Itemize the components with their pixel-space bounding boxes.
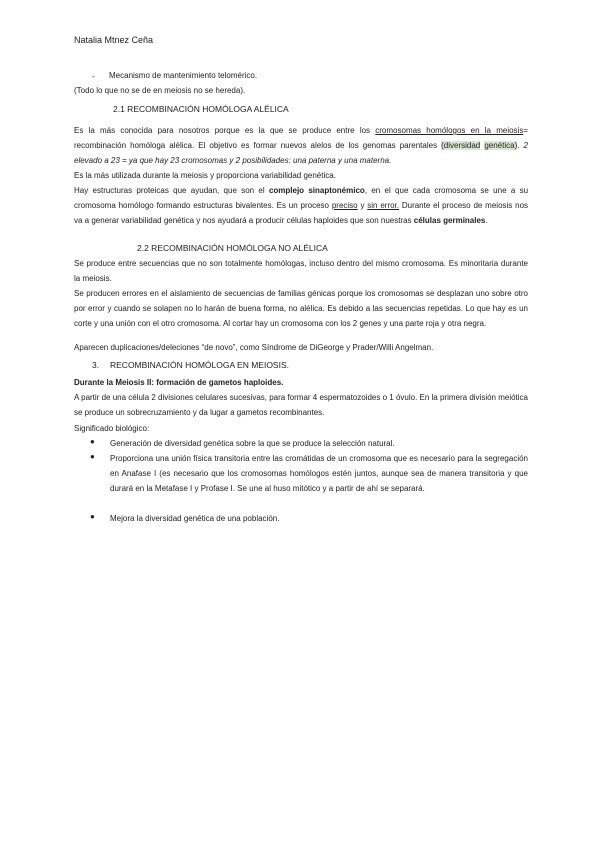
section-2-2-paragraph-1: Se produce entre secuencias que no son totalmente homólogas, incluso dentro del mismo cromosoma. Es minoritaria durante la meiosis. xyxy=(74,259,528,283)
author-name: Natalia Mtnez Ceña xyxy=(74,35,154,45)
intro-note: (Todo lo que no se de en meiosis no se hereda). xyxy=(74,86,246,95)
bullet-marker: ● xyxy=(90,512,95,521)
dash-item: Mecanismo de mantenimiento telomérico. xyxy=(109,71,258,80)
section-3-number: 3. xyxy=(92,360,100,370)
bullet-item-3: Mejora la diversidad genética de una población. xyxy=(110,514,280,523)
section-2-2-paragraph-3: Aparecen duplicaciones/deleciones “de novo”, como Síndrome de DiGeorge y Prader/Willi Angelman. xyxy=(74,343,434,352)
significance-label: Significado biológico: xyxy=(74,424,150,433)
section-2-1-paragraph-2: Es la más utilizada durante la meiosis y proporciona variabilidad genética. xyxy=(74,171,336,180)
section-3-title: RECOMBINACIÓN HOMÓLOGA EN MEIOSIS. xyxy=(110,360,289,370)
bullet-marker: ● xyxy=(90,437,95,446)
section-3-paragraph-1: A partir de una célula 2 divisiones celulares sucesivas, para formar 4 espermatozoides o 1 óvulo. En la primera división meiótica se produce un sobrecruzamiento y da lugar a gametos recombinantes. xyxy=(74,393,529,417)
dash-marker: - xyxy=(92,72,95,81)
bullet-marker: ● xyxy=(90,452,95,461)
section-2-1-paragraph-1: Es la más conocida para nosotros porque es la que se produce entre los cromosomas homólogos en la meiosis= recombinación homóloga alélica. El objetivo es formar nuevos alelos de los genomas parentales (diversidad genética). 2 elevado a 23 = ya que hay 23 cromosomas y 2 posibilidades: una paterna y una materna. xyxy=(74,126,528,165)
section-2-1-paragraph-3: Hay estructuras proteicas que ayudan, que son el complejo sinaptonémico, en el que cada cromosoma se une a su cromosoma homólogo formando estructuras bivalentes. Es un proceso preciso y sin error. Durante el proceso de meiosis nos va a generar variabilidad genética y nos ayudará a producir células haploides que son nuestras células germinales. xyxy=(74,186,529,225)
section-2-2-paragraph-2: Se producen errores en el aislamiento de secuencias de familias génicas porque los cromosomas se desplazan uno sobre otro por error y cuando se solapen no lo harán de buena forma, no alélica. Es debido a las secuencias repetidas. Lo que hay es un corte y una unión con el otro cromosoma. Al cortar hay un cromosoma con los 2 genes y una parte roja y otra negra. xyxy=(74,289,528,328)
section-2-2-title: 2.2 RECOMBINACIÓN HOMÓLOGA NO ALÉLICA xyxy=(137,243,328,253)
section-3-subtitle: Durante la Meiosis II: formación de gametos haploides. xyxy=(74,378,284,387)
bullet-item-1: Generación de diversidad genética sobre la que se produce la selección natural. xyxy=(110,439,395,448)
bullet-item-2: Proporciona una unión física transitoria entre las cromátidas de un cromosoma que es necesario para la segregación en Anafase I (es necesario que los cromosomas homólogos estén juntos, aunque sea de manera transitoria y que durará en la Metafase I y Profase I. Se une al huso mitótico y a partir de ahí se separará. xyxy=(110,454,528,493)
section-2-1-title: 2.1 RECOMBINACIÓN HOMÓLOGA ALÉLICA xyxy=(113,104,289,114)
